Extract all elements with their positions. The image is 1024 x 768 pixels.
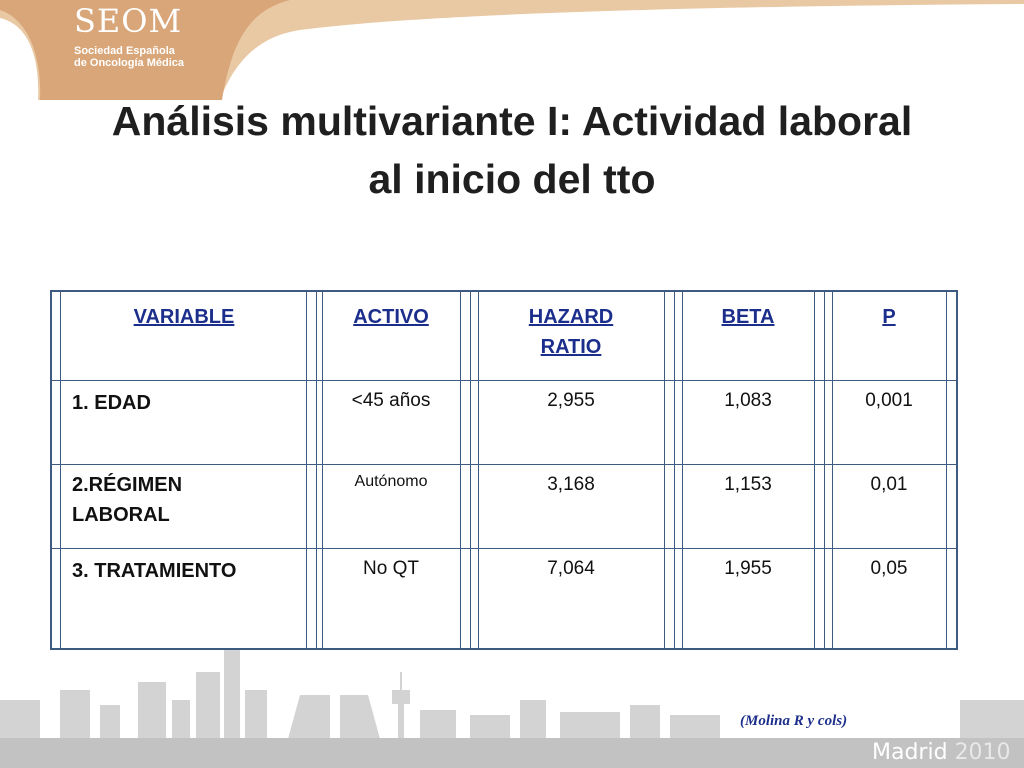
col-divider (814, 292, 815, 648)
header-hazard-line1: HAZARD (528, 306, 614, 328)
footer-madrid-2010 (872, 740, 1011, 765)
row1-variable: 1. EDAD (72, 392, 151, 414)
row1-activo: <45 años (351, 390, 431, 411)
logo-subtitle-line2: de Oncología Médica (74, 57, 185, 69)
row-divider (52, 548, 956, 549)
results-table (50, 290, 958, 650)
row2-variable-line2: LABORAL (72, 504, 170, 526)
header-activo: ACTIVO (353, 306, 429, 328)
header-variable: VARIABLE (133, 306, 235, 328)
logo-subtitle-line1: Sociedad Española (74, 45, 175, 57)
row2-beta: 1,153 (724, 474, 772, 495)
col-divider (460, 292, 461, 648)
row2-activo: Autónomo (354, 473, 428, 490)
col-divider (674, 292, 675, 648)
logo-subtitle (74, 45, 214, 69)
logo-name: SEOM (74, 2, 183, 40)
row3-variable: 3. TRATAMIENTO (72, 560, 237, 582)
row3-beta: 1,955 (724, 558, 772, 579)
seom-logo (0, 0, 300, 100)
header-hazard-ratio (478, 302, 664, 362)
slide-title (40, 92, 984, 208)
row3-hazard-ratio: 7,064 (547, 558, 595, 579)
citation: (Molina R y cols) (740, 713, 848, 729)
row1-beta: 1,083 (724, 390, 772, 411)
header-hazard-line2: RATIO (540, 336, 602, 358)
slide-title-line1: Análisis multivariante I: Actividad laboral (111, 98, 913, 144)
row2-hazard-ratio: 3,168 (547, 474, 595, 495)
col-divider (824, 292, 825, 648)
footer-bar (0, 738, 1024, 768)
row3-p: 0,05 (870, 558, 908, 579)
row1-p: 0,001 (865, 390, 913, 411)
col-divider (470, 292, 471, 648)
col-divider (946, 292, 947, 648)
row2-p: 0,01 (870, 474, 908, 495)
col-divider (60, 292, 61, 648)
row1-hazard-ratio: 2,955 (547, 390, 595, 411)
row2-variable (72, 470, 182, 530)
row3-activo: No QT (363, 558, 419, 579)
header-p: P (882, 306, 896, 328)
slide-title-line2: al inicio del tto (368, 156, 656, 202)
header-beta: BETA (721, 306, 775, 328)
footer-year: 2010 (954, 740, 1011, 765)
col-divider (306, 292, 307, 648)
row-divider (52, 464, 956, 465)
row-divider (52, 380, 956, 381)
row2-variable-line1: 2.RÉGIMEN (72, 474, 183, 496)
col-divider (316, 292, 317, 648)
col-divider (664, 292, 665, 648)
footer-city: Madrid (872, 740, 948, 765)
